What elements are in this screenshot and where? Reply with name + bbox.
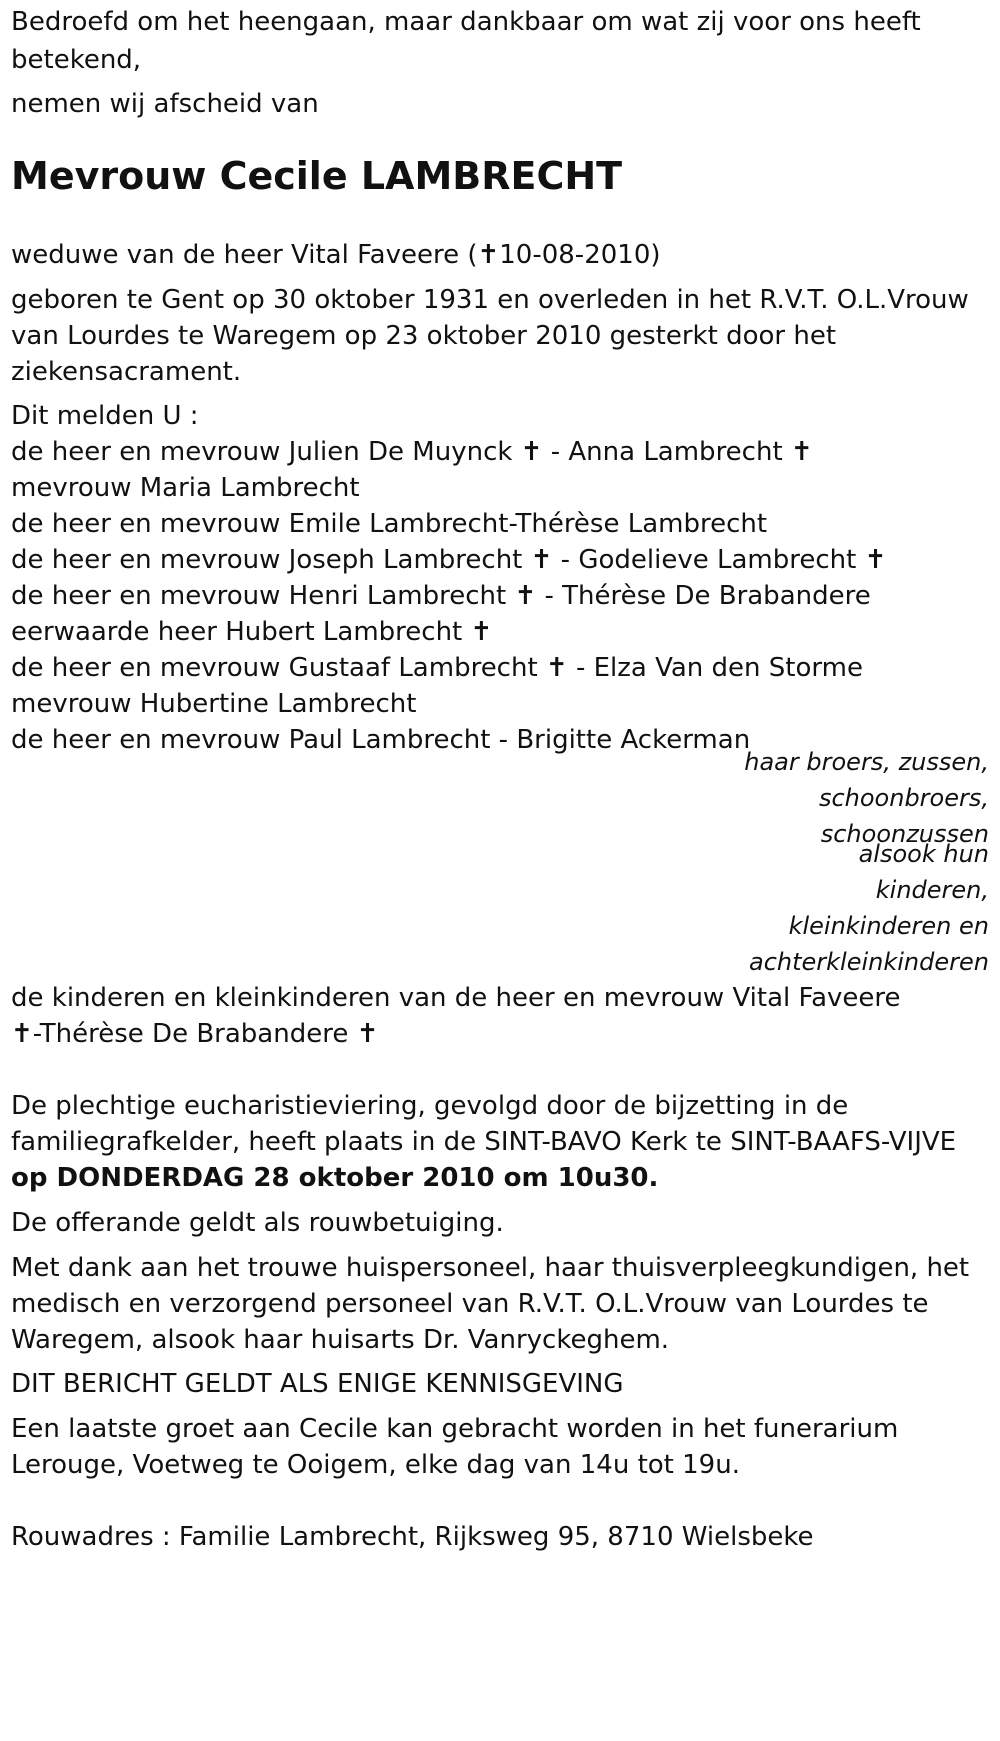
family-line: de heer en mevrouw Gustaaf Lambrecht ✝ - Elza Van den Storme [11, 653, 863, 683]
intro-line-3: nemen wij afscheid van [11, 89, 319, 119]
birth-death-line-3: ziekensacrament. [11, 357, 242, 387]
ceremony-date: op DONDERDAG 28 oktober 2010 om 10u30. [11, 1163, 659, 1193]
family-line: de heer en mevrouw Emile Lambrecht-Thérèse Lambrecht [11, 509, 768, 539]
relation-line: achterkleinkinderen [749, 948, 989, 976]
address-line: Rouwadres : Familie Lambrecht, Rijksweg 95, 8710 Wielsbeke [11, 1522, 814, 1552]
ceremony-line-1: De plechtige eucharistieviering, gevolgd door de bijzetting in de [11, 1091, 849, 1121]
farewell-line-2: Lerouge, Voetweg te Ooigem, elke dag van 14u tot 19u. [11, 1450, 740, 1480]
announce-intro: Dit melden U : [11, 401, 199, 431]
widow-of-line: weduwe van de heer Vital Faveere (✝10-08-2010) [11, 240, 661, 270]
relation-line: haar broers, zussen, [744, 748, 989, 776]
farewell-line-1: Een laatste groet aan Cecile kan gebracht worden in het funerarium [11, 1414, 899, 1444]
intro-line-1: Bedroefd om het heengaan, maar dankbaar om wat zij voor ons heeft [11, 7, 921, 37]
relation-line: alsook hun [858, 840, 989, 868]
family-line: eerwaarde heer Hubert Lambrecht ✝ [11, 617, 493, 647]
deceased-name: Mevrouw Cecile LAMBRECHT [11, 154, 623, 198]
family-2-line-2: ✝-Thérèse De Brabandere ✝ [11, 1019, 379, 1049]
thanks-line-2: medisch en verzorgend personeel van R.V.T. O.L.Vrouw van Lourdes te [11, 1289, 929, 1319]
thanks-line-1: Met dank aan het trouwe huispersoneel, haar thuisverpleegkundigen, het [11, 1253, 970, 1283]
family-line: de heer en mevrouw Henri Lambrecht ✝ - Thérèse De Brabandere [11, 581, 871, 611]
family-line: de heer en mevrouw Joseph Lambrecht ✝ - Godelieve Lambrecht ✝ [11, 545, 887, 575]
family-line: de heer en mevrouw Paul Lambrecht - Brigitte Ackerman [11, 725, 751, 755]
relation-line: schoonbroers, [818, 784, 989, 812]
relation-line: schoonzussen [820, 820, 989, 848]
notice-line: DIT BERICHT GELDT ALS ENIGE KENNISGEVING [11, 1369, 624, 1399]
relation-line: kleinkinderen en [788, 912, 989, 940]
family-line: de heer en mevrouw Julien De Muynck ✝ - Anna Lambrecht ✝ [11, 437, 813, 467]
ceremony-line-2: familiegrafkelder, heeft plaats in de SINT-BAVO Kerk te SINT-BAAFS-VIJVE [11, 1127, 957, 1157]
family-line: mevrouw Maria Lambrecht [11, 473, 360, 503]
birth-death-line-2: van Lourdes te Waregem op 23 oktober 2010 gesterkt door het [11, 321, 837, 351]
family-2-line-1: de kinderen en kleinkinderen van de heer en mevrouw Vital Faveere [11, 983, 901, 1013]
relation-line: kinderen, [875, 876, 989, 904]
intro-line-2: betekend, [11, 45, 142, 75]
offering-line: De offerande geldt als rouwbetuiging. [11, 1208, 504, 1238]
birth-death-line-1: geboren te Gent op 30 oktober 1931 en overleden in het R.V.T. O.L.Vrouw [11, 285, 969, 315]
thanks-line-3: Waregem, alsook haar huisarts Dr. Vanryckeghem. [11, 1325, 670, 1355]
family-line: mevrouw Hubertine Lambrecht [11, 689, 417, 719]
